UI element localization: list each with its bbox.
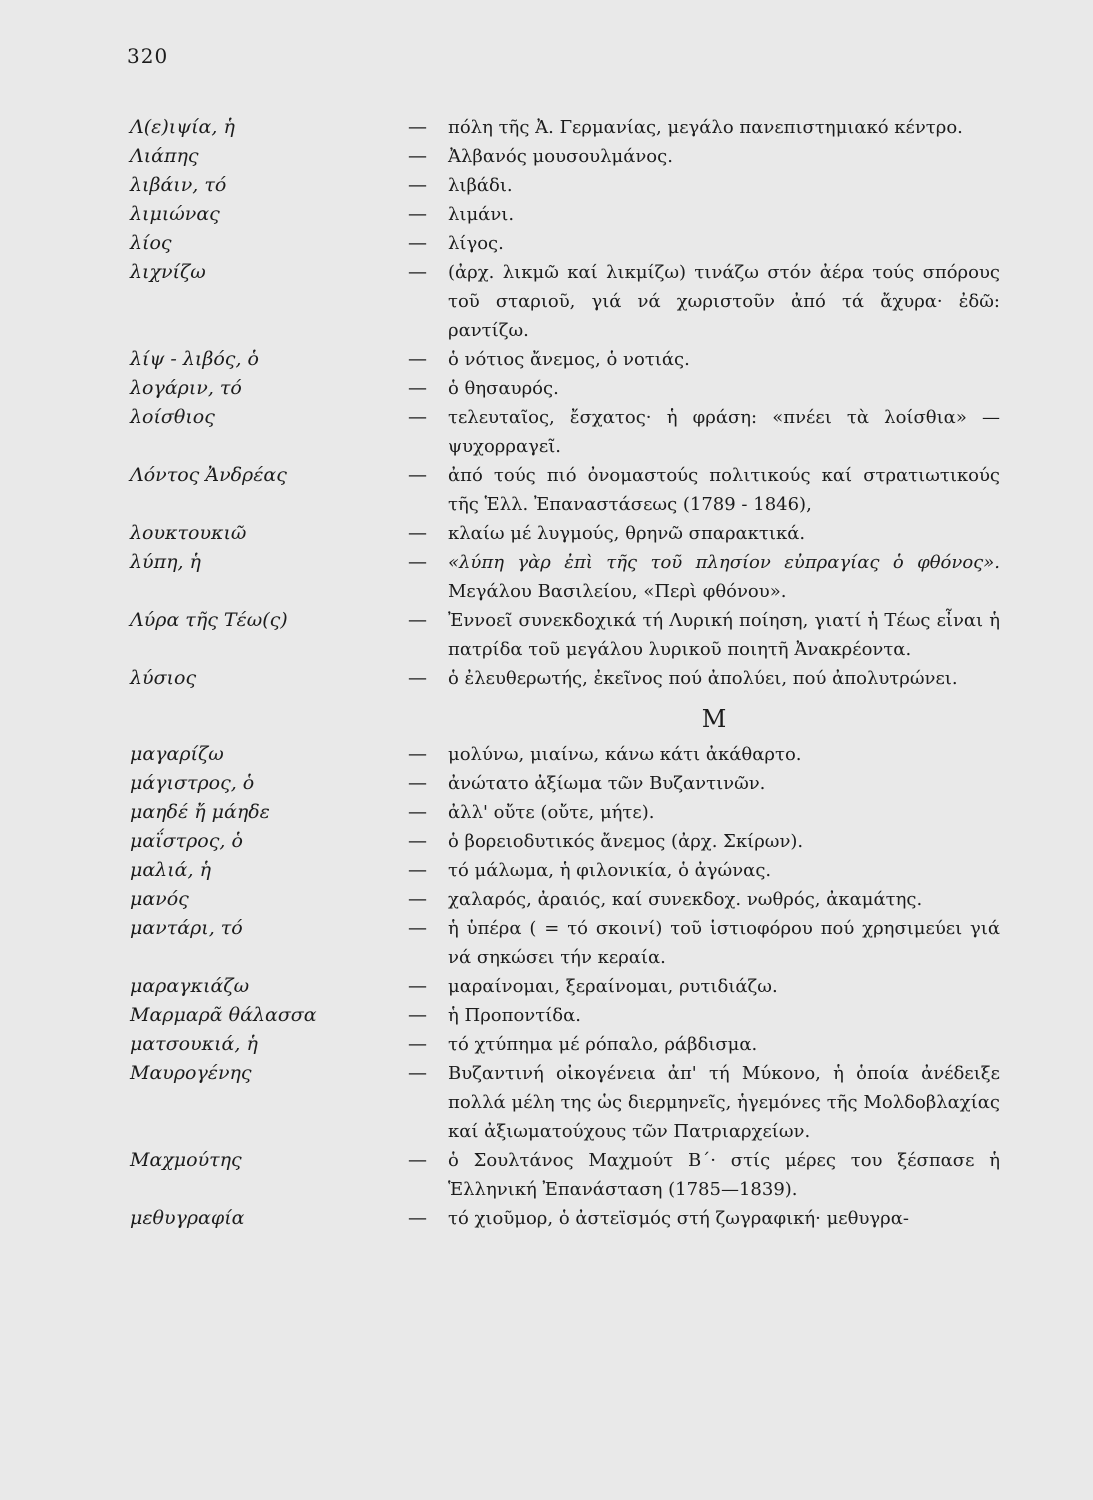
entry-term: μαλιά, ἡ: [130, 859, 211, 881]
entry-term: μαγαρίζω: [130, 743, 224, 765]
entry-definition: λιβάδι.: [448, 175, 513, 196]
entry-term: λίψ - λιβός, ὁ: [130, 348, 259, 370]
section-letter: Μ: [701, 705, 727, 733]
entry-term: Μαυρογένης: [130, 1062, 252, 1084]
entry-dash: —: [408, 348, 427, 370]
glossary-entry: [130, 548, 1000, 606]
glossary-entry: [130, 1146, 1000, 1204]
glossary-entry: [130, 1030, 1000, 1059]
entry-dash: —: [408, 551, 427, 573]
entry-dash: —: [408, 772, 427, 794]
entry-term: Λόντος Ἀνδρέας: [130, 464, 287, 486]
glossary-entry: [130, 1204, 1000, 1233]
glossary-entry: [130, 1001, 1000, 1030]
glossary-entry: [130, 113, 1000, 142]
entry-definition: ὁ νότιος ἄνεμος, ὁ νοτιάς.: [448, 349, 690, 370]
glossary-entry: [130, 740, 1000, 769]
entry-definition: μαραίνομαι, ξεραίνομαι, ρυτιδιάζω.: [448, 976, 778, 997]
entry-dash: —: [408, 859, 427, 881]
entry-definition: τό χιοῦμορ, ὁ ἀστεϊσμός στή ζωγραφική· μεθυγρα-: [448, 1208, 909, 1229]
entry-dash: —: [408, 464, 427, 486]
page-number: 320: [127, 44, 169, 68]
glossary-entry: [130, 200, 1000, 229]
entry-term: λιχνίζω: [130, 261, 206, 283]
glossary-entry: [130, 606, 1000, 664]
entry-dash: —: [408, 917, 427, 939]
entry-dash: —: [408, 261, 427, 283]
glossary-entry: [130, 403, 1000, 461]
glossary-entry: [130, 972, 1000, 1001]
entry-term: Λ(ε)ιψία, ἡ: [130, 116, 235, 138]
entry-definition: κλαίω μέ λυγμούς, θρηνῶ σπαρακτικά.: [448, 523, 806, 544]
entry-definition: ὁ ἐλευθερωτής, ἐκεῖνος πού ἀπολύει, πού ἀπολυτρώνει.: [448, 668, 958, 689]
entry-term: μαΐστρος, ὁ: [130, 830, 243, 852]
entry-term: λύπη, ἡ: [130, 551, 201, 573]
entry-term: Λιάπης: [130, 145, 199, 167]
entry-dash: —: [408, 888, 427, 910]
entry-definition: ἀνώτατο ἀξίωμα τῶν Βυζαντινῶν.: [448, 773, 766, 794]
entry-dash: —: [408, 203, 427, 225]
entry-dash: —: [408, 975, 427, 997]
entry-term: λοίσθιος: [130, 406, 215, 428]
entry-definition: λιμάνι.: [448, 204, 515, 225]
entry-term: Λύρα τῆς Τέω(ς): [130, 609, 288, 631]
entry-definition: ἀλλ' οὔτε (οὔτε, μήτε).: [448, 802, 655, 823]
entry-definition: τό μάλωμα, ἡ φιλονικία, ὁ ἀγώνας.: [448, 860, 772, 881]
entry-definition: ἀπό τούς πιό ὀνομαστούς πολιτικούς καί στρατιωτικούς τῆς Ἑλλ. Ἐπαναστάσεως (1789 - 1846),: [448, 465, 1000, 515]
entry-dash: —: [408, 830, 427, 852]
entry-dash: —: [408, 377, 427, 399]
entry-definition: μολύνω, μιαίνω, κάνω κάτι ἀκάθαρτο.: [448, 744, 802, 765]
entry-term: λουκτουκιῶ: [130, 522, 247, 544]
entry-dash: —: [408, 1004, 427, 1026]
entry-dash: —: [408, 145, 427, 167]
entry-term: Μαχμούτης: [130, 1149, 242, 1171]
glossary-entry: [130, 827, 1000, 856]
entry-definition: (ἀρχ. λικμῶ καί λικμίζω) τινάζω στόν ἀέρα τούς σπόρους τοῦ σταριοῦ, γιά νά χωριστοῦν ἀπό τά ἄχυρα· ἐδῶ: ραντίζω.: [448, 262, 1000, 341]
entry-dash: —: [408, 116, 427, 138]
entry-term: μανός: [130, 888, 189, 910]
entry-definition: τό χτύπημα μέ ρόπαλο, ράβδισμα.: [448, 1034, 758, 1055]
entry-dash: —: [408, 609, 427, 631]
entry-dash: —: [408, 232, 427, 254]
glossary-entry: [130, 258, 1000, 345]
entry-term: μεθυγραφία: [130, 1207, 245, 1229]
glossary-entry: [130, 519, 1000, 548]
entry-dash: —: [408, 801, 427, 823]
entry-definition: λίγος.: [448, 233, 504, 254]
glossary-entry: [130, 914, 1000, 972]
glossary-entry: [130, 171, 1000, 200]
entry-definition: πόλη τῆς Ἀ. Γερμανίας, μεγάλο πανεπιστημιακό κέντρο.: [448, 117, 963, 138]
quote-italic: «λύπη γὰρ ἐπὶ τῆς τοῦ πλησίον εὐπραγίας ὁ φθόνος».: [448, 552, 1000, 573]
glossary: [130, 113, 1000, 1233]
entry-dash: —: [408, 406, 427, 428]
glossary-entry: [130, 229, 1000, 258]
glossary-entry: [130, 769, 1000, 798]
entry-definition: χαλαρός, ἀραιός, καί συνεκδοχ. νωθρός, ἀκαμάτης.: [448, 889, 923, 910]
entry-dash: —: [408, 174, 427, 196]
glossary-entry: [130, 885, 1000, 914]
entry-term: λιμιώνας: [130, 203, 220, 225]
entry-term: μαντάρι, τό: [130, 917, 243, 939]
entry-term: λίος: [130, 232, 172, 254]
entry-dash: —: [408, 1062, 427, 1084]
entry-term: λύσιος: [130, 667, 197, 689]
entry-dash: —: [408, 1207, 427, 1229]
glossary-entry: [130, 1059, 1000, 1146]
entry-definition: ὁ βορειοδυτικός ἄνεμος (ἀρχ. Σκίρων).: [448, 831, 804, 852]
entry-term: μάγιστρος, ὁ: [130, 772, 255, 794]
entry-definition: Ἐννοεῖ συνεκδοχικά τή Λυρική ποίηση, γιατί ἡ Τέως εἶναι ἡ πατρίδα τοῦ μεγάλου λυρικοῦ ποιητῆ Ἀνακρέοντα.: [448, 610, 1000, 660]
glossary-entry: [130, 856, 1000, 885]
entry-definition: Ἀλβανός μουσουλμάνος.: [448, 146, 673, 167]
quote-source: Μεγάλου Βασιλείου, «Περὶ φθόνου».: [448, 581, 787, 602]
entry-term: Μαρμαρᾶ θάλασσα: [130, 1004, 317, 1026]
entry-definition: ἡ ὑπέρα ( = τό σκοινί) τοῦ ἱστιοφόρου πού χρησιμεύει γιά νά σηκώσει τήν κεραία.: [448, 918, 1000, 968]
entry-dash: —: [408, 743, 427, 765]
entry-dash: —: [408, 1149, 427, 1171]
glossary-entry: [130, 798, 1000, 827]
entry-term: μαηδέ ἤ μάηδε: [130, 801, 270, 823]
entry-definition: ἡ Προποντίδα.: [448, 1005, 581, 1026]
entry-dash: —: [408, 522, 427, 544]
entry-definition: ὁ Σουλτάνος Μαχμούτ Β΄· στίς μέρες του ξέσπασε ἡ Ἑλληνική Ἐπανάσταση (1785—1839).: [448, 1150, 1000, 1200]
glossary-entry: [130, 142, 1000, 171]
entry-definition: Βυζαντινή οἰκογένεια ἀπ' τή Μύκονο, ἡ ὁποία ἀνέδειξε πολλά μέλη της ὡς διερμηνεῖς, ἡγεμόνες τῆς Μολδοβλαχίας καί ἀξιωματούχους τῶν Πατριαρχείων.: [448, 1063, 1000, 1142]
entry-definition: ὁ θησαυρός.: [448, 378, 559, 399]
entry-term: λογάριν, τό: [130, 377, 242, 399]
glossary-entry: [130, 461, 1000, 519]
entry-dash: —: [408, 667, 427, 689]
entry-term: ματσουκιά, ἡ: [130, 1033, 258, 1055]
entry-definition: [448, 548, 1000, 606]
glossary-entry: [130, 664, 1000, 693]
entry-term: μαραγκιάζω: [130, 975, 250, 997]
entry-dash: —: [408, 1033, 427, 1055]
entry-definition: τελευταῖος, ἔσχατος· ἡ φράση: «πνέει τὰ λοίσθια» — ψυχορραγεῖ.: [448, 407, 1000, 457]
glossary-entry: [130, 345, 1000, 374]
glossary-entry: [130, 374, 1000, 403]
entry-term: λιβάιν, τό: [130, 174, 227, 196]
